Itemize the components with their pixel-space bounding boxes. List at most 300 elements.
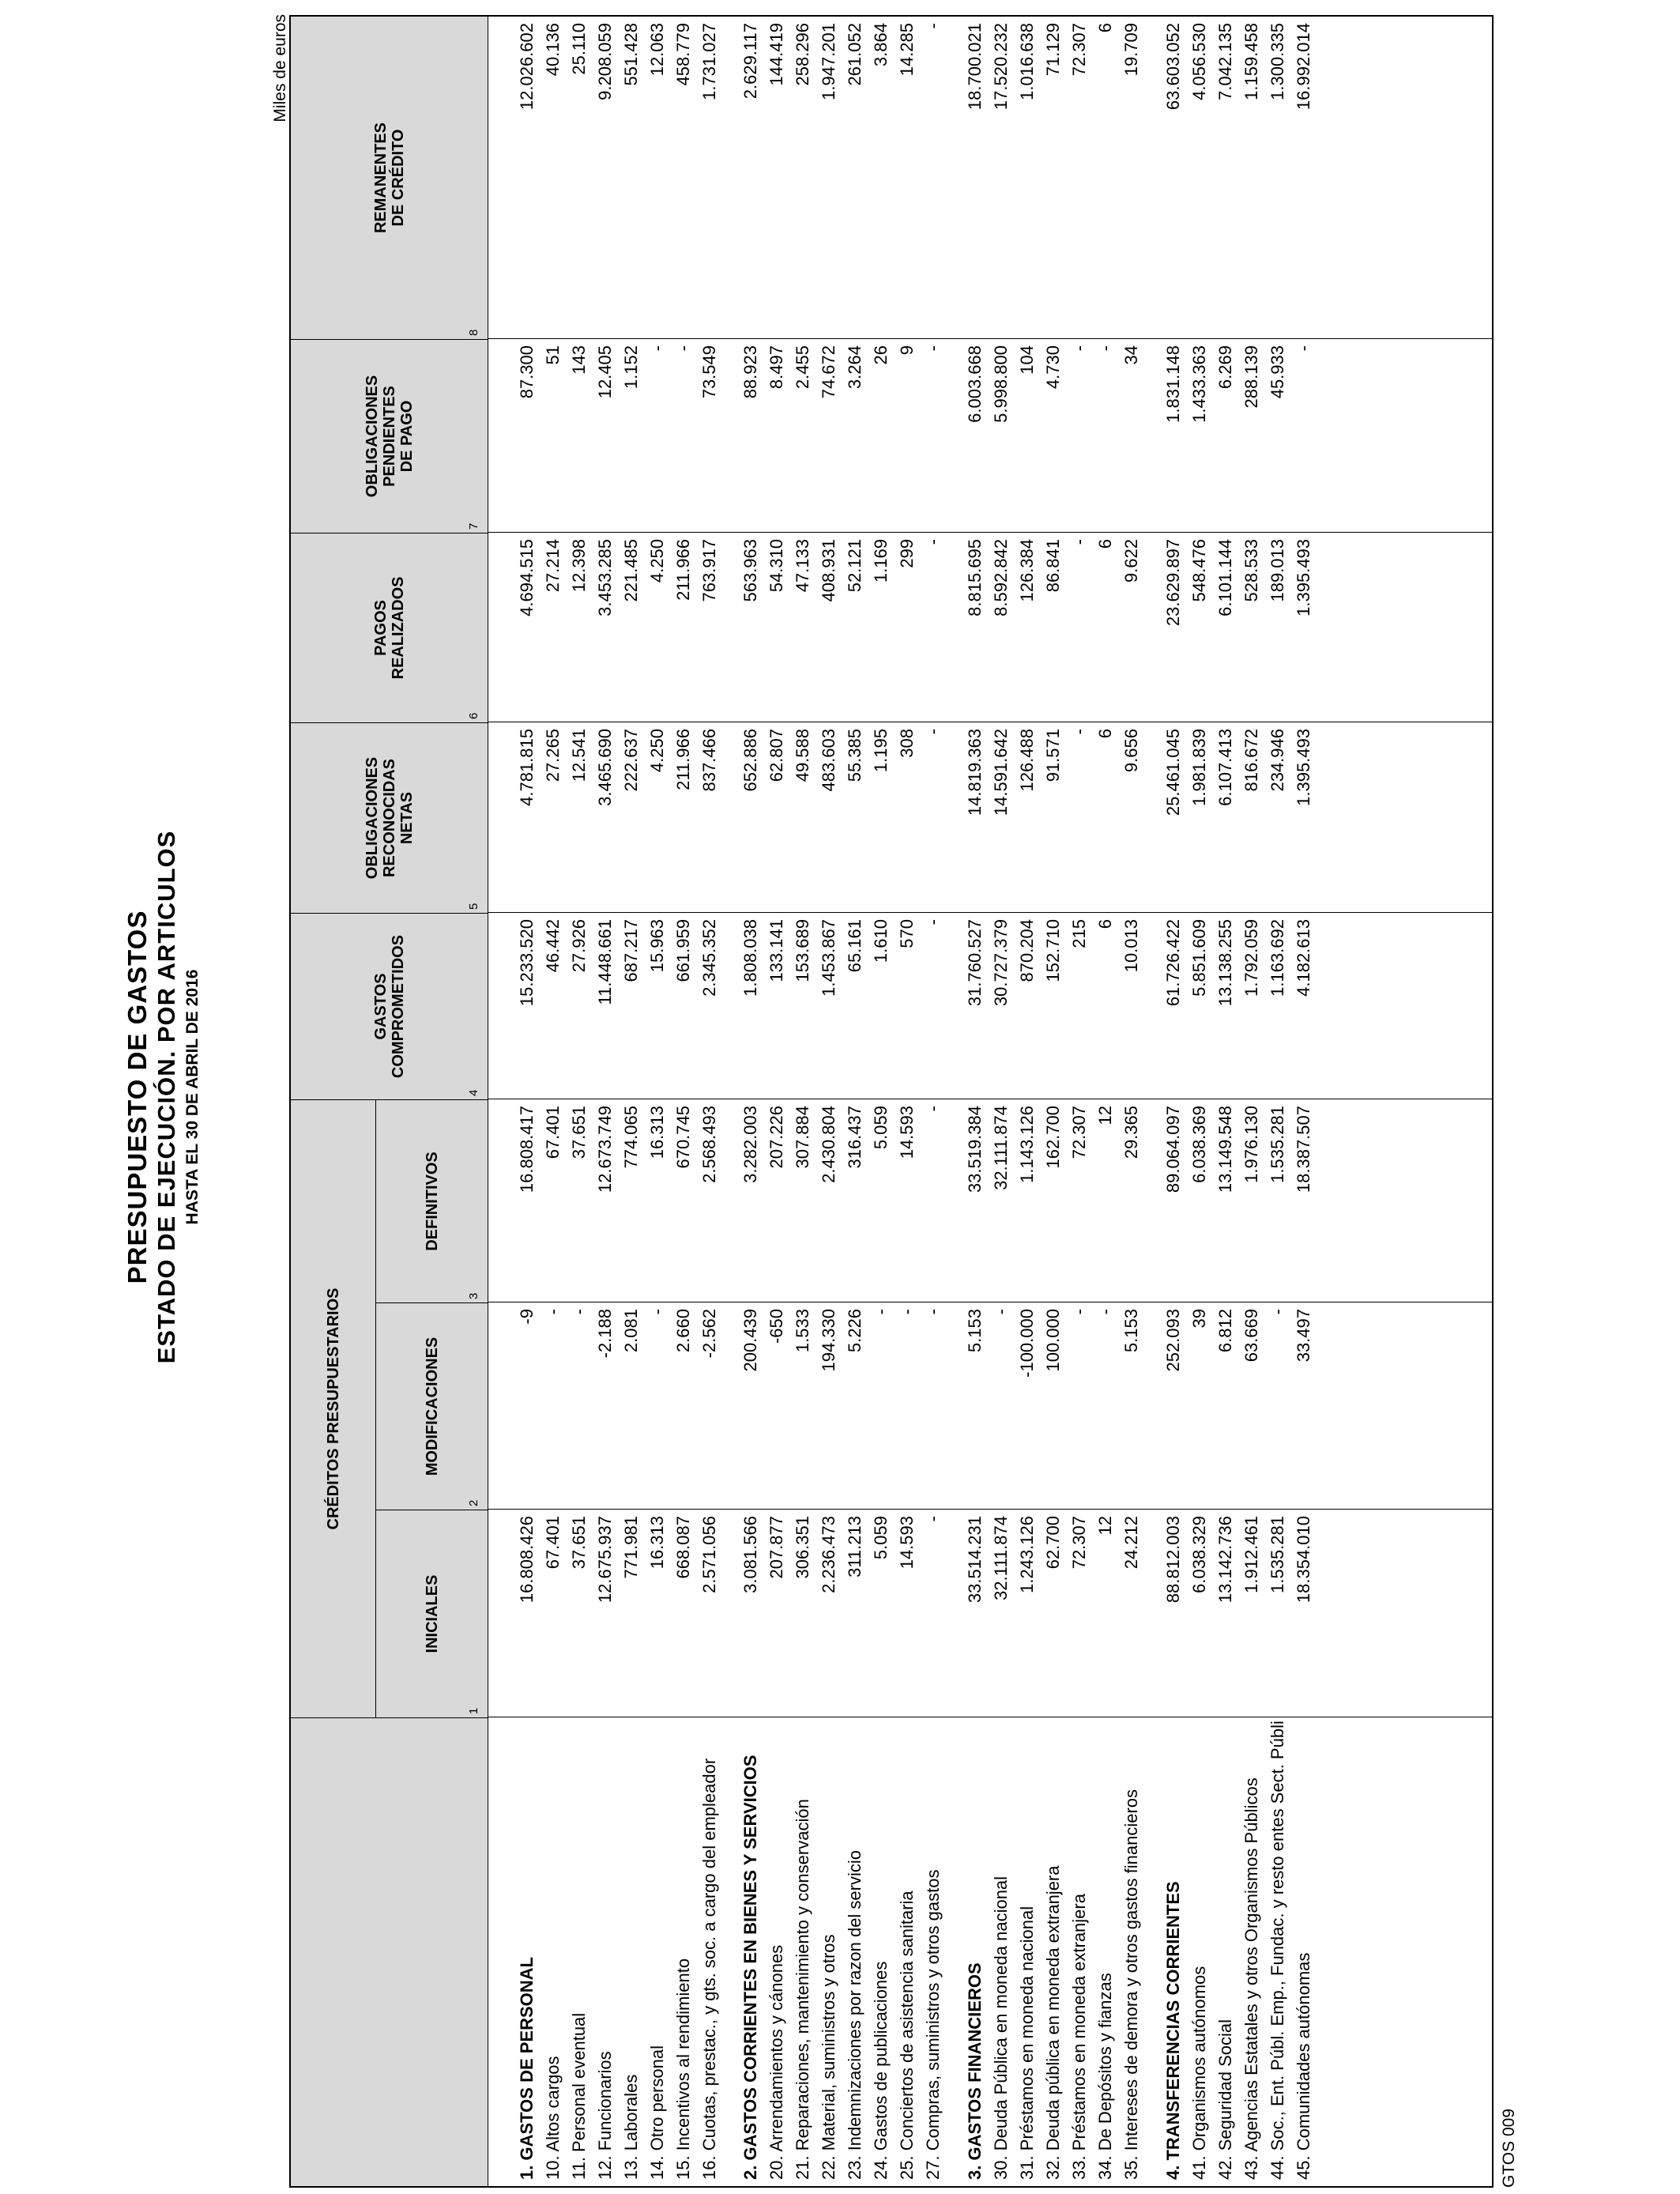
table-row — [1186, 17, 1212, 2186]
cell-value: 73.549 — [699, 345, 719, 399]
cell-value: 18.700.021 — [965, 23, 985, 111]
cell-value: 126.488 — [1017, 729, 1037, 792]
table-row — [868, 17, 894, 2186]
cell-value: 1.731.027 — [699, 23, 719, 100]
cell-value: 1.976.130 — [1241, 1106, 1261, 1183]
cell-value: 5.226 — [845, 1309, 864, 1353]
cell-value: 26 — [871, 345, 891, 365]
cell-value: 1.163.692 — [1268, 919, 1287, 997]
table-row — [789, 17, 816, 2186]
cell-value: 6 — [1095, 23, 1115, 33]
cell-value: - — [871, 1309, 891, 1315]
row-label: 3. GASTOS FINANCIEROS — [965, 1962, 985, 2180]
cell-value: 27.265 — [543, 729, 563, 782]
cell-value: 6 — [1095, 729, 1115, 739]
row-label: 35. Intereses de demora y otros gastos financieros — [1121, 1789, 1141, 2180]
cell-value: 33.497 — [1294, 1309, 1313, 1363]
cell-value: 661.959 — [673, 919, 693, 982]
table-row — [1290, 17, 1317, 2186]
row-label: 22. Material, suministros y otros — [819, 1934, 838, 2180]
cell-value: 17.520.232 — [991, 23, 1011, 111]
table-row — [1014, 17, 1040, 2186]
table-row — [540, 17, 566, 2186]
cell-value: 13.149.548 — [1215, 1106, 1235, 1193]
cell-value: - — [1069, 1309, 1089, 1315]
cell-value: 5.153 — [965, 1309, 985, 1353]
cell-value: - — [923, 919, 943, 925]
cell-value: 200.439 — [740, 1309, 760, 1372]
cell-value: 12 — [1095, 1106, 1115, 1125]
cell-value: 14.285 — [897, 23, 917, 77]
cell-value: 261.052 — [845, 23, 864, 86]
cell-value: 91.571 — [1043, 729, 1063, 782]
row-label: 32. Deuda pública en moneda extranjera — [1043, 1865, 1063, 2180]
header-pagos-realizados: PAGOS REALIZADOS — [291, 533, 488, 722]
table-row — [842, 17, 868, 2186]
cell-value: 16.313 — [647, 1106, 667, 1159]
header-obligaciones-pendientes: OBLIGACIONES PENDIENTES DE PAGO — [291, 339, 488, 533]
cell-value: 3.453.285 — [595, 539, 615, 616]
cell-value: 46.442 — [543, 919, 563, 973]
cell-value: 14.819.363 — [965, 729, 985, 816]
cell-value: 687.217 — [621, 919, 641, 982]
cell-value: 5.851.609 — [1189, 919, 1209, 997]
cell-value: 652.886 — [740, 729, 760, 792]
cell-value: 6.101.144 — [1215, 539, 1235, 616]
cell-value: 4.250 — [647, 729, 667, 773]
cell-value: 37.651 — [569, 1516, 589, 1570]
cell-value: 15.233.520 — [517, 919, 537, 1007]
cell-value: 27.926 — [569, 919, 589, 973]
date-line: HASTA EL 30 DE ABRIL DE 2016 — [183, 969, 202, 1225]
row-label: 11. Personal eventual — [569, 2012, 589, 2180]
row-label: 20. Arrendamientos y cánones — [767, 1944, 786, 2180]
row-label: 25. Conciertos de asistencia sanitaria — [897, 1891, 917, 2180]
cell-value: 67.401 — [543, 1516, 563, 1570]
cell-value: 72.307 — [1069, 23, 1089, 77]
cell-value: 15.963 — [647, 919, 667, 973]
cell-value: 55.385 — [845, 729, 864, 782]
cell-value: 29.365 — [1121, 1106, 1141, 1159]
cell-value: 63.669 — [1241, 1309, 1261, 1363]
cell-value: 3.264 — [845, 345, 864, 390]
cell-value: -9 — [517, 1309, 537, 1325]
cell-value: - — [991, 1309, 1011, 1315]
cell-value: 1.395.493 — [1294, 729, 1313, 806]
cell-value: - — [1069, 539, 1089, 545]
cell-value: 3.864 — [871, 23, 891, 67]
table-row — [514, 17, 540, 2186]
cell-value: 1.152 — [621, 345, 641, 390]
cell-value: 774.065 — [621, 1106, 641, 1169]
cell-value: 4.694.515 — [517, 539, 537, 616]
cell-value: 54.310 — [767, 539, 786, 593]
row-label: 21. Reparaciones, mantenimiento y conservación — [793, 1799, 812, 2180]
table-row — [592, 17, 618, 2186]
cell-value: 3.081.566 — [740, 1516, 760, 1593]
cell-value: 14.591.642 — [991, 729, 1011, 816]
cell-value: 207.877 — [767, 1516, 786, 1579]
table-row — [644, 17, 670, 2186]
cell-value: 11.448.661 — [595, 919, 615, 1005]
cell-value: 6 — [1095, 919, 1115, 929]
footer-code: GTOS 009 — [1500, 2109, 1518, 2188]
header-iniciales: INICIALES — [376, 1510, 488, 1717]
cell-value: 14.593 — [897, 1106, 917, 1159]
cell-value: 207.226 — [767, 1106, 786, 1169]
table-row — [763, 17, 789, 2186]
cell-value: 1.453.867 — [819, 919, 838, 997]
row-label: 44. Soc., Ent. Públ. Emp., Fundac. y resto entes Sect. Públi — [1268, 1721, 1287, 2180]
cell-value: 7.042.135 — [1215, 23, 1235, 100]
cell-value: 37.651 — [569, 1106, 589, 1159]
cell-value: 153.689 — [793, 919, 812, 982]
cell-value: 252.093 — [1163, 1309, 1183, 1372]
cell-value: 72.307 — [1069, 1516, 1089, 1570]
cell-value: 62.700 — [1043, 1516, 1063, 1570]
cell-value: - — [1294, 345, 1313, 352]
cell-value: 307.884 — [793, 1106, 812, 1169]
header-remanentes: REMANENTES DE CRÉDITO — [291, 17, 488, 339]
cell-value: 49.588 — [793, 729, 812, 782]
cell-value: 771.981 — [621, 1516, 641, 1579]
cell-value: 668.087 — [673, 1516, 693, 1579]
cell-value: 2.455 — [793, 345, 812, 390]
cell-value: 234.946 — [1268, 729, 1287, 792]
cell-value: 5.153 — [1121, 1309, 1141, 1353]
cell-value: - — [923, 539, 943, 545]
cell-value: 258.296 — [793, 23, 812, 86]
row-label: 24. Gastos de publicaciones — [871, 1961, 891, 2180]
row-label: 30. Deuda Pública en moneda nacional — [991, 1875, 1011, 2180]
cell-value: 33.519.384 — [965, 1106, 985, 1193]
cell-value: - — [897, 1309, 917, 1315]
cell-value: - — [1095, 1309, 1115, 1315]
cell-value: 1.792.059 — [1241, 919, 1261, 997]
table-row — [816, 17, 842, 2186]
cell-value: 306.351 — [793, 1516, 812, 1579]
cell-value: 2.660 — [673, 1309, 693, 1353]
cell-value: 12.673.749 — [595, 1106, 615, 1193]
cell-value: 16.992.014 — [1294, 23, 1313, 111]
cell-value: 458.779 — [673, 23, 693, 86]
cell-value: -2.188 — [595, 1309, 615, 1359]
cell-value: 4.182.613 — [1294, 919, 1313, 997]
cell-value: 194.330 — [819, 1309, 838, 1372]
row-label: 42. Seguridad Social — [1215, 2019, 1235, 2180]
cell-value: 1.395.493 — [1294, 539, 1313, 616]
cell-value: 9.622 — [1121, 539, 1141, 583]
cell-value: 1.831.148 — [1163, 345, 1183, 423]
row-label: 14. Otro personal — [647, 2045, 667, 2180]
cell-value: 25.461.045 — [1163, 729, 1183, 816]
row-label: 45. Comunidades autónomas — [1294, 1952, 1313, 2180]
page-title: PRESUPUESTO DE GASTOS — [122, 910, 152, 1284]
cell-value: 2.081 — [621, 1309, 641, 1353]
row-label: 13. Laborales — [621, 2074, 641, 2180]
cell-value: - — [1069, 345, 1089, 352]
cell-value: 27.214 — [543, 539, 563, 593]
row-label: 15. Incentivos al rendimiento — [673, 1958, 693, 2180]
cell-value: 18.354.010 — [1294, 1516, 1313, 1604]
cell-value: 311.213 — [845, 1516, 864, 1578]
cell-value: 222.637 — [621, 729, 641, 792]
cell-value: 1.535.281 — [1268, 1516, 1287, 1593]
cell-value: - — [569, 1309, 589, 1315]
column-number: 2 — [467, 1499, 480, 1506]
cell-value: 548.476 — [1189, 539, 1209, 602]
cell-value: - — [647, 1309, 667, 1315]
table-row — [618, 17, 644, 2186]
cell-value: 23.629.897 — [1163, 539, 1183, 627]
table-row — [1212, 17, 1238, 2186]
cell-value: 3.282.003 — [740, 1106, 760, 1183]
cell-value: 6 — [1095, 539, 1115, 549]
cell-value: 6.812 — [1215, 1309, 1235, 1353]
column-number: 5 — [467, 903, 480, 910]
cell-value: 87.300 — [517, 345, 537, 399]
row-label: 1. GASTOS DE PERSONAL — [517, 1957, 537, 2180]
cell-value: - — [923, 345, 943, 352]
cell-value: 211.966 — [673, 539, 693, 601]
cell-value: 1.535.281 — [1268, 1106, 1287, 1183]
cell-value: 65.161 — [845, 919, 864, 973]
cell-value: 1.533 — [793, 1309, 812, 1353]
cell-value: 2.568.493 — [699, 1106, 719, 1183]
cell-value: 86.841 — [1043, 539, 1063, 593]
cell-value: 52.121 — [845, 539, 864, 593]
cell-value: 9.656 — [1121, 729, 1141, 773]
cell-value: - — [543, 1309, 563, 1315]
cell-value: 100.000 — [1043, 1309, 1063, 1372]
table-row — [1238, 17, 1264, 2186]
cell-value: 8.592.842 — [991, 539, 1011, 616]
cell-value: 9.208.059 — [595, 23, 615, 100]
cell-value: 1.300.335 — [1268, 23, 1287, 100]
cell-value: 316.437 — [845, 1106, 864, 1169]
cell-value: - — [923, 1516, 943, 1522]
cell-value: - — [673, 345, 693, 352]
cell-value: 1.808.038 — [740, 919, 760, 997]
header-definitivos: DEFINITIVOS — [376, 1099, 488, 1302]
cell-value: 483.603 — [819, 729, 838, 792]
cell-value: 816.672 — [1241, 729, 1261, 792]
table-row — [1118, 17, 1144, 2186]
cell-value: 88.812.003 — [1163, 1516, 1183, 1604]
cell-value: 2.571.056 — [699, 1516, 719, 1593]
table-row — [1066, 17, 1092, 2186]
cell-value: 1.016.638 — [1017, 23, 1037, 100]
cell-value: 3.465.690 — [595, 729, 615, 806]
row-label: 34. De Depósitos y fianzas — [1095, 1973, 1115, 2180]
cell-value: 10.013 — [1121, 919, 1141, 973]
column-number: 8 — [467, 329, 480, 336]
column-number: 3 — [467, 1292, 480, 1299]
cell-value: 9 — [897, 345, 917, 356]
column-number: 6 — [467, 712, 480, 719]
cell-value: 6.038.329 — [1189, 1516, 1209, 1593]
row-label: 12. Funcionarios — [595, 2051, 615, 2180]
table-row — [1040, 17, 1066, 2186]
budget-table — [289, 15, 1494, 2188]
cell-value: 1.981.839 — [1189, 729, 1209, 806]
cell-value: 24.212 — [1121, 1516, 1141, 1570]
table-row — [962, 17, 988, 2186]
cell-value: 1.947.201 — [819, 23, 838, 100]
cell-value: 143 — [569, 345, 589, 375]
cell-value: 162.700 — [1043, 1106, 1063, 1169]
cell-value: 1.159.458 — [1241, 23, 1261, 100]
cell-value: 551.428 — [621, 23, 641, 86]
cell-value: - — [1069, 729, 1089, 735]
cell-value: 6.107.413 — [1215, 729, 1235, 806]
row-label: 33. Préstamos en moneda extranjera — [1069, 1894, 1089, 2180]
cell-value: 6.269 — [1215, 345, 1235, 390]
cell-value: 63.603.052 — [1163, 23, 1183, 111]
header-gastos-comprometidos: GASTOS COMPROMETIDOS — [291, 913, 488, 1099]
cell-value: 2.629.117 — [740, 23, 760, 100]
cell-value: 16.808.417 — [517, 1106, 537, 1193]
cell-value: 763.917 — [699, 539, 719, 602]
cell-value: 74.672 — [819, 345, 838, 399]
cell-value: 152.710 — [1043, 919, 1063, 982]
cell-value: 1.169 — [871, 539, 891, 583]
cell-value: - — [1268, 1309, 1287, 1315]
cell-value: 308 — [897, 729, 917, 758]
cell-value: 1.243.126 — [1017, 1516, 1037, 1593]
cell-value: 570 — [897, 919, 917, 948]
column-number: 4 — [467, 1089, 480, 1096]
cell-value: 870.204 — [1017, 919, 1037, 982]
cell-value: 18.387.507 — [1294, 1106, 1313, 1193]
table-row — [566, 17, 592, 2186]
cell-value: 221.485 — [621, 539, 641, 602]
cell-value: - — [923, 1309, 943, 1315]
cell-value: - — [923, 1106, 943, 1112]
table-row — [696, 17, 722, 2186]
header-label-column — [291, 1717, 488, 2186]
cell-value: 34 — [1121, 345, 1141, 365]
cell-value: 670.745 — [673, 1106, 693, 1169]
cell-value: 71.129 — [1043, 23, 1063, 77]
cell-value: 528.533 — [1241, 539, 1261, 602]
cell-value: 1.433.363 — [1189, 345, 1209, 423]
cell-value: 288.139 — [1241, 345, 1261, 409]
cell-value: 40.136 — [543, 23, 563, 77]
column-number: 1 — [467, 1707, 480, 1714]
cell-value: 144.419 — [767, 23, 786, 86]
row-label: 2. GASTOS CORRIENTES EN BIENES Y SERVICIOS — [740, 1755, 760, 2180]
cell-value: 25.110 — [569, 23, 589, 75]
cell-value: 14.593 — [897, 1516, 917, 1570]
cell-value: 408.931 — [819, 539, 838, 602]
cell-value: 32.111.874 — [991, 1106, 1011, 1190]
row-label: 23. Indemnizaciones por razon del servicio — [845, 1849, 864, 2180]
cell-value: - — [647, 345, 667, 352]
header-creditos: CRÉDITOS PRESUPUESTARIOS — [291, 1099, 376, 1717]
cell-value: 8.815.695 — [965, 539, 985, 616]
header-modificaciones: MODIFICACIONES — [376, 1302, 488, 1510]
cell-value: 5.059 — [871, 1516, 891, 1560]
cell-value: 30.727.379 — [991, 919, 1011, 1007]
table-row — [1264, 17, 1290, 2186]
cell-value: 2.345.352 — [699, 919, 719, 997]
cell-value: 12.026.602 — [517, 23, 537, 111]
page-subtitle: ESTADO DE EJECUCIÓN. POR ARTICULOS — [153, 830, 180, 1364]
cell-value: 12.675.937 — [595, 1516, 615, 1604]
cell-value: 133.141 — [767, 919, 786, 982]
table-row — [737, 17, 763, 2186]
cell-value: 211.966 — [673, 729, 693, 790]
cell-value: 6.003.668 — [965, 345, 985, 423]
cell-value: 4.250 — [647, 539, 667, 583]
cell-value: 62.807 — [767, 729, 786, 782]
row-label: 4. TRANSFERENCIAS CORRIENTES — [1163, 1881, 1183, 2180]
cell-value: - — [923, 729, 943, 735]
cell-value: 13.142.736 — [1215, 1516, 1235, 1604]
cell-value: -100.000 — [1017, 1309, 1037, 1378]
cell-value: 104 — [1017, 345, 1037, 375]
row-label: 27. Compras, suministros y otros gastos — [923, 1869, 943, 2180]
row-label: 31. Préstamos en moneda nacional — [1017, 1906, 1037, 2180]
cell-value: 89.064.097 — [1163, 1106, 1183, 1193]
cell-value: 12.541 — [569, 729, 589, 782]
cell-value: 12.405 — [595, 345, 615, 399]
cell-value: - — [923, 23, 943, 29]
column-number: 7 — [467, 522, 480, 530]
row-label: 41. Organismos autónomos — [1189, 1966, 1209, 2180]
cell-value: 13.138.255 — [1215, 919, 1235, 1007]
cell-value: 1.195 — [871, 729, 891, 773]
cell-value: 837.466 — [699, 729, 719, 792]
cell-value: 47.133 — [793, 539, 812, 593]
cell-value: 39 — [1189, 1309, 1209, 1329]
units-label: Miles de euros — [271, 14, 289, 123]
cell-value: 45.933 — [1268, 345, 1287, 399]
cell-value: -650 — [767, 1309, 786, 1344]
cell-value: 5.998.800 — [991, 345, 1011, 423]
cell-value: 4.056.530 — [1189, 23, 1209, 100]
cell-value: 72.307 — [1069, 1106, 1089, 1159]
cell-value: 67.401 — [543, 1106, 563, 1159]
cell-value: 299 — [897, 539, 917, 568]
cell-value: 4.781.815 — [517, 729, 537, 806]
cell-value: 51 — [543, 345, 563, 365]
cell-value: 33.514.231 — [965, 1516, 985, 1604]
table-row — [1160, 17, 1186, 2186]
cell-value: 12.063 — [647, 23, 667, 77]
table-row — [670, 17, 696, 2186]
cell-value: 215 — [1069, 919, 1089, 948]
cell-value: 16.808.426 — [517, 1516, 537, 1604]
table-row — [920, 17, 946, 2186]
table-row — [988, 17, 1014, 2186]
cell-value: 2.236.473 — [819, 1516, 838, 1593]
cell-value: 1.912.461 — [1241, 1516, 1261, 1593]
cell-value: 1.143.126 — [1017, 1106, 1037, 1183]
cell-value: 8.497 — [767, 345, 786, 390]
cell-value: 4.730 — [1043, 345, 1063, 390]
cell-value: 61.726.422 — [1163, 919, 1183, 1007]
row-label: 10. Altos cargos — [543, 2056, 563, 2180]
cell-value: 126.384 — [1017, 539, 1037, 602]
cell-value: 2.430.804 — [819, 1106, 838, 1183]
cell-value: 1.610 — [871, 919, 891, 963]
row-label: 43. Agencias Estatales y otros Organismos Públicos — [1241, 1777, 1261, 2180]
cell-value: 19.709 — [1121, 23, 1141, 77]
header-obligaciones-reconocidas: OBLIGACIONES RECONOCIDAS NETAS — [291, 722, 488, 913]
cell-value: 16.313 — [647, 1516, 667, 1570]
